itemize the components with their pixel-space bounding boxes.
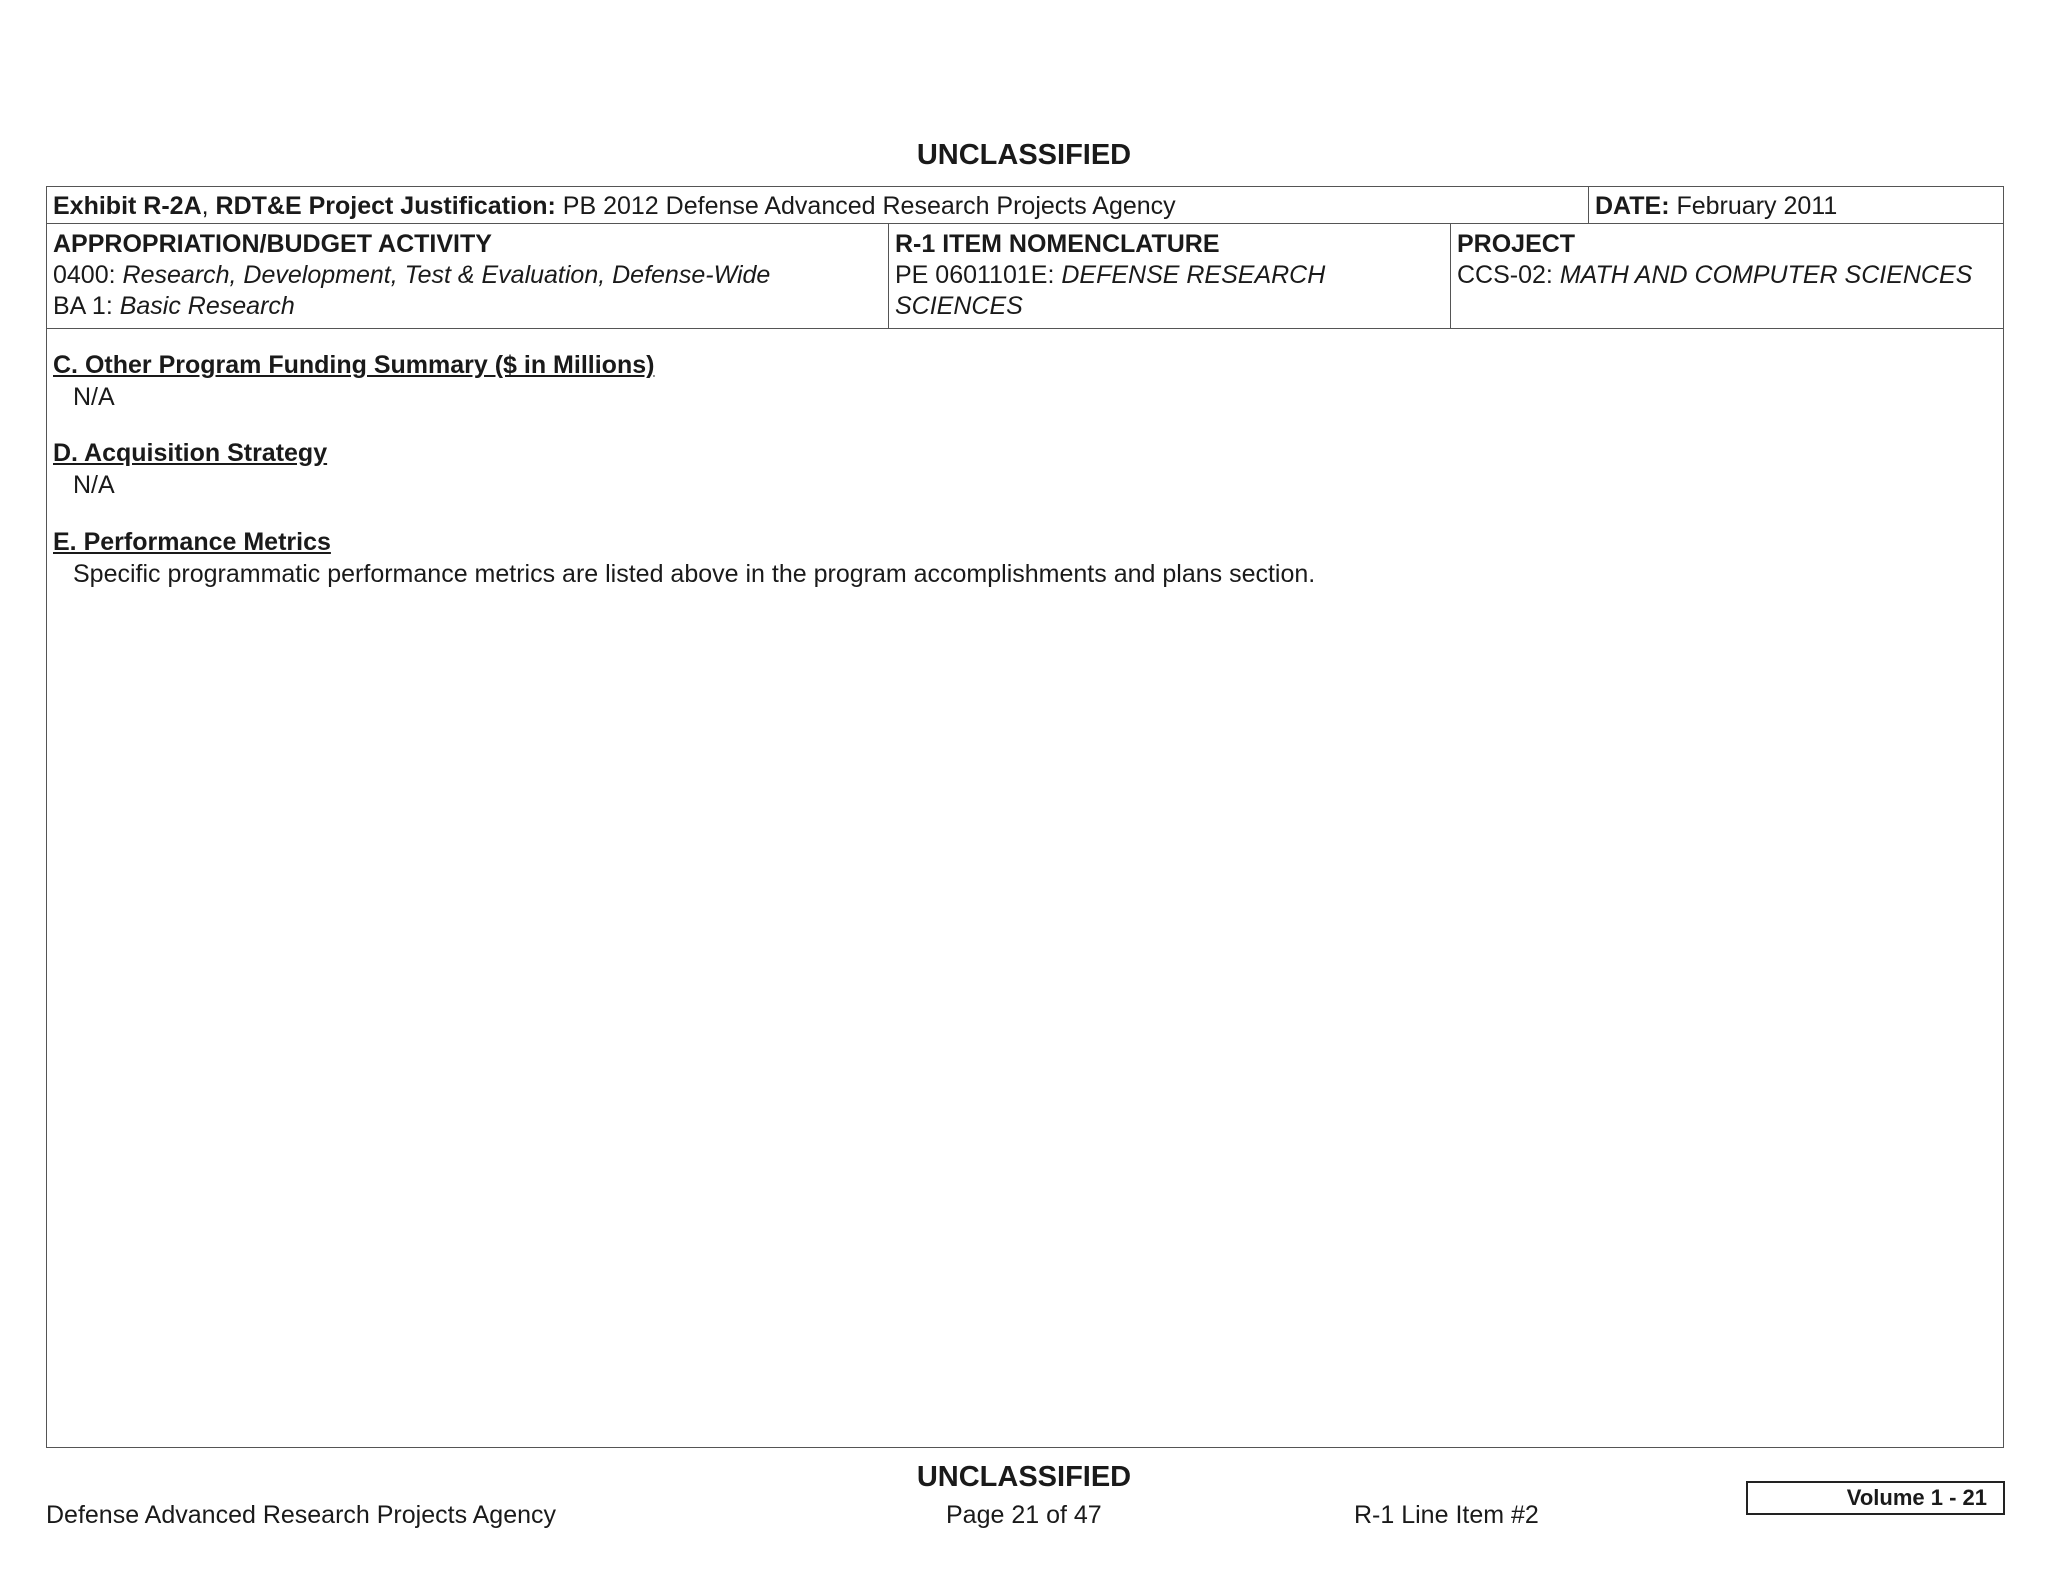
nomenclature-cell (888, 224, 1450, 328)
section-other-funding (53, 349, 654, 413)
section-body: N/A (73, 383, 115, 411)
section-body: N/A (73, 471, 115, 499)
date-value: February 2011 (1669, 192, 1838, 220)
project-cell (1450, 224, 2005, 328)
footer-volume-box: Volume 1 - 21 (1746, 1481, 2005, 1515)
project-value (1457, 260, 1999, 291)
nomenclature-code: PE 0601101E: (895, 261, 1062, 289)
footer-line-item: R-1 Line Item #2 (1354, 1501, 1539, 1529)
nomenclature-value (895, 260, 1444, 322)
section-title: C. Other Program Funding Summary ($ in Millions) (53, 351, 655, 379)
exhibit-separator: , (201, 192, 216, 220)
budget-activity-line (53, 291, 882, 322)
justification-label: RDT&E Project Justification: (215, 192, 556, 220)
project-code: CCS-02: (1457, 261, 1560, 289)
section-title: D. Acquisition Strategy (53, 439, 328, 467)
budget-activity-code: BA 1: (53, 292, 120, 320)
project-label: PROJECT (1457, 230, 1576, 258)
classification-banner-bottom: UNCLASSIFIED (916, 1461, 1132, 1493)
date-cell (1588, 187, 1837, 223)
nomenclature-label: R-1 ITEM NOMENCLATURE (895, 230, 1220, 258)
exhibit-title (53, 191, 1176, 221)
content-frame (46, 328, 2004, 1448)
section-title: E. Performance Metrics (53, 528, 331, 556)
appropriation-code: 0400: (53, 261, 123, 289)
exhibit-label: Exhibit R-2A (53, 192, 202, 220)
date-label: DATE: (1595, 192, 1670, 220)
appropriation-line-1 (53, 260, 882, 291)
project-text: MATH AND COMPUTER SCIENCES (1559, 261, 1973, 289)
section-acquisition-strategy (53, 437, 327, 501)
appropriation-label: APPROPRIATION/BUDGET ACTIVITY (53, 230, 492, 258)
footer-agency: Defense Advanced Research Projects Agency (46, 1501, 557, 1529)
section-performance-metrics (53, 526, 1315, 590)
section-body: Specific programmatic performance metrics are listed above in the program accomplishments and plans section. (73, 560, 1316, 588)
header-details-row (46, 224, 2004, 329)
nomenclature-text: DEFENSE RESEARCH SCIENCES (895, 261, 1326, 320)
appropriation-cell (47, 224, 888, 328)
appropriation-text: Research, Development, Test & Evaluation, Defense-Wide (122, 261, 771, 289)
justification-value: PB 2012 Defense Advanced Research Projects Agency (555, 192, 1176, 220)
classification-banner-top: UNCLASSIFIED (916, 139, 1132, 171)
exhibit-header-row (46, 186, 2004, 224)
footer-page-number: Page 21 of 47 (946, 1501, 1102, 1529)
budget-activity-text: Basic Research (119, 292, 295, 320)
